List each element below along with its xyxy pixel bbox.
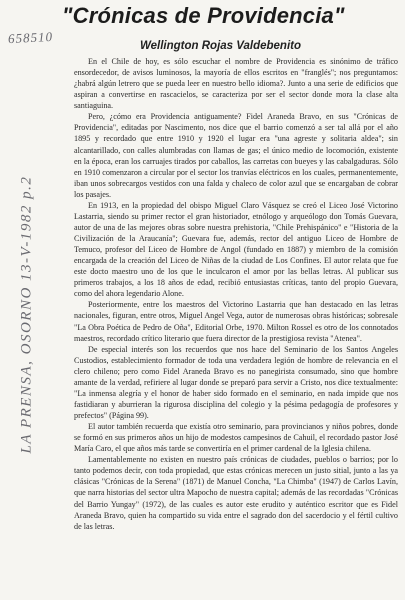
article-paragraph: Posteriormente, entre los maestros del Victorino Lastarria que han destacado en las letras nacionales, figuran, entre otros, Miguel Angel Vega, autor de numerosas obras históricas; sobresale "La Obra Poética de Pedro de Oña", Editorial Orbe, 1970. Milton Rossel es otro de los connotados maestros, recordado crítico literario que fuera director de la prestigiosa revista "Atenea". — [74, 300, 398, 343]
article-author: Wellington Rojas Valdebenito — [140, 40, 302, 52]
article-paragraph: En el Chile de hoy, es sólo escuchar el nombre de Providencia es sinónimo de tráfico ensordecedor, de avisos luminosos, la mayoría de ellos escritos en "franglés"; nos preguntamos: ¿habrá algún letrero que se pueda leer en nuestro bello idioma?. Junto a una serie de edificios que aspiran a convertirse en rascacielos, se caracteriza por ser el sector donde mora la clase alta santiaguina. — [74, 57, 398, 111]
article-body — [74, 56, 398, 532]
article-title: "Crónicas de Providencia" — [62, 3, 345, 28]
article-paragraph: En 1913, en la propiedad del obispo Miguel Claro Vásquez se creó el Liceo José Victorino Lastarria, siendo su primer rector el gran historiador, etnólogo y arqueólogo don Tomás Guevara, autor de una de las mejores obras sobre nuestra prehistoria, "Chile Prehispánico" e "Historia de la Civilización de la Araucanía"; Guevara fue, además, rector del antiguo Liceo de Hombre de Temuco, profesor del Liceo de Hombre de Angol (fundado en 1887) y miembro de la comisión encargada de la creación del Liceo de Niñas de la ciudad de Los Confines. El autor relata que fue este docto maestro uno de los que le inculcaron el amor por las bellas letras. Al publicar sus primeros trabajos, a los 18 años de edad, recibió entusiastas críticas, tanto del propio Guevara, como del ahora legendario Alone. — [74, 200, 398, 299]
article-paragraph: El autor también recuerda que existía otro seminario, para provincianos y niños pobres, donde se formó en sus primeros años un hijo de modestos campesinos de Cahuil, el recordado pastor José María Caro, el que años más tarde se convertiría en el primer cardenal de la Iglesia chilena. — [74, 422, 398, 454]
article-paragraph: Pero, ¿cómo era Providencia antiguamente? Fidel Araneda Bravo, en sus "Crónicas de Providencia", editadas por Nascimento, nos dice que el barrio comenzó a ser tal allá por el año 1895 y recordado que entre 1910 y 1920 el lugar era "una agreste y solitaria aldea"; sin alcantarillado, con calles alumbradas con llamas de gas; el único medio de locomoción, existente en la época, eran los carruajes tirados por caballos, las carretas con bueyes y las cabalgaduras. Sólo en 1910 comenzaron a circular por el sector los tranvías eléctricos en los cuales, permanentemente, iban unos sobrecargos vestidos con una falda y chaleco de color azul que se encargaban de cobrar los pasajes. — [74, 112, 398, 199]
handwritten-code: 658510 — [7, 28, 54, 47]
article-paragraph: De especial interés son los recuerdos que nos hace del Seminario de los Santos Angeles Custodios, establecimiento formador de toda una verdadera legión de hombre de relevancia en el clero chileno; pero como Fidel Araneda Bravo es no panegirista consumado, sino que hombre amante de la verdad, refiriere al lugar donde se preparó para servir a Cristo, nos dice textualmente: "La inmensa alegría y el honor de haber sido formado en el seminario, en nada impide que nos fastidiaran y aburrieran la rigurosa disciplina del colegio y la pésima pedagogía de profesores y prefectos" (Página 99). — [74, 344, 398, 420]
handwritten-source-note: LA PRENSA, OSORNO 13-V-1982 p.2 — [18, 175, 35, 454]
article-paragraph: Lamentablemente no existen en nuestro país crónicas de ciudades, pueblos o barrios; por lo tanto podemos decir, con toda propiedad, que estas crónicas merecen un justo sitial, junto a las ya clásicas "Crónicas de la Serena" (1871) de Manuel Concha, "La Chimba" (1947) de Carlos Lavín, que narra historias del sector ultra Mapocho de nuestra capital; además de las recordadas "Crónicas del Barrio Yungay" (1972), de las cuales es autor este erudito y auténtico escritor que es Fidel Araneda Bravo, quien ha compartido su vida entre el sagrado don del sacerdocio y el fértil cultivo de las letras. — [74, 455, 398, 531]
